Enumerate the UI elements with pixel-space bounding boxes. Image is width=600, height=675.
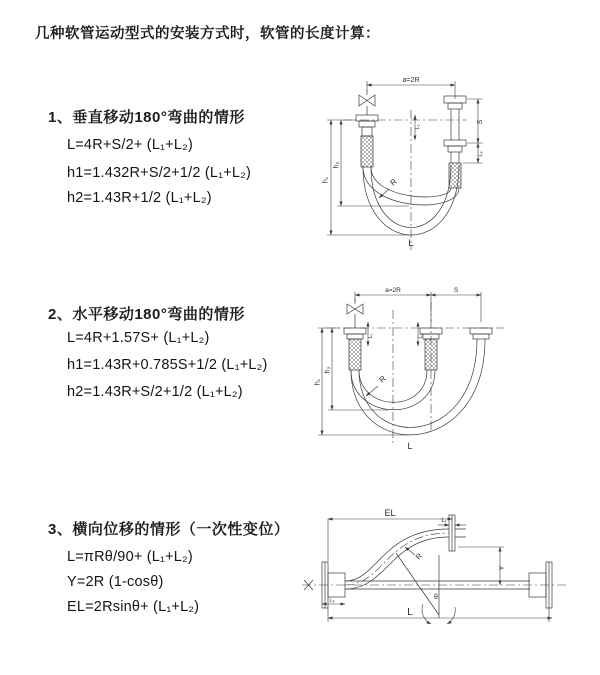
dimension-lines [327, 81, 483, 235]
radius-leader [379, 189, 389, 198]
dim-label-r: R [377, 373, 388, 385]
valve-icon [359, 90, 375, 115]
dim-label-span: a=2R [402, 77, 420, 84]
angle-arc-left [422, 604, 431, 624]
angle-reference-diagonal [396, 553, 439, 615]
dim-label-l2: L₂ [329, 598, 335, 604]
dim-label-s: S [453, 287, 459, 294]
dim-label-length: L [408, 238, 414, 249]
dimension-lines [322, 519, 552, 624]
section-1-formula-h1: h1=1.432R+S/2+1/2 (L₁+L₂) [67, 165, 252, 181]
section-1-formula-L: L=4R+S/2+ (L₁+L₂) [67, 137, 193, 153]
section-3-formula-EL: EL=2Rsinθ+ (L₁+L₂) [67, 599, 200, 615]
section-2-formula-L: L=4R+1.57S+ (L₁+L₂) [67, 330, 210, 346]
dim-label-l2: L₂ [418, 333, 424, 339]
section-2-formula-h2: h2=1.43R+S/2+1/2 (L₁+L₂) [67, 384, 243, 400]
diagram-vertical-180-bend [315, 70, 590, 260]
section-2-heading: 2、水平移动180°弯曲的情形 [48, 306, 245, 323]
section-1-formula-h2: h2=1.43R+1/2 (L₁+L₂) [67, 190, 212, 206]
page-title: 几种软管运动型式的安装方式时，软管的长度计算： [35, 26, 380, 42]
dim-label-length: L [407, 607, 413, 618]
dim-label-h1: h₁ [314, 378, 322, 386]
hose-assembly-drawing [343, 90, 467, 250]
dim-label-length: L [407, 441, 413, 451]
diagram-horizontal-180-bend [308, 282, 593, 457]
angle-arc-right [447, 607, 455, 624]
dim-label-r: R [413, 551, 425, 562]
dim-label-l1: L₁ [441, 518, 447, 524]
section-3-formula-Y: Y=2R (1-cosθ) [67, 574, 164, 590]
dim-label-y: Y [499, 565, 506, 571]
dim-label-h2: h₂ [333, 161, 341, 169]
dim-label-l2: L₂ [478, 151, 484, 157]
hose-assembly-drawing [302, 515, 566, 618]
radius-leader [366, 386, 378, 396]
section-1-heading: 1、垂直移动180°弯曲的情形 [48, 109, 245, 126]
hose-assembly-drawing [326, 298, 504, 444]
upper-flange-fitting [449, 515, 466, 551]
dim-label-theta: θ [434, 594, 438, 601]
dim-label-l1: L₁ [368, 333, 374, 339]
section-3-heading: 3、横向位移的情形（一次性变位） [48, 521, 290, 538]
hose-curves [351, 339, 485, 435]
dim-label-h1: h₁ [322, 176, 330, 184]
dim-label-s: S [477, 119, 484, 125]
dimension-lines [318, 292, 481, 435]
dim-label-l1: L₁ [415, 124, 421, 130]
dim-label-r: R [388, 176, 399, 188]
left-end-fitting [356, 115, 378, 167]
radius-leader [405, 547, 415, 555]
dim-label-el: EL [384, 508, 396, 518]
dim-label-span: a=2R [385, 287, 401, 294]
left-end-fitting [344, 328, 366, 370]
diagram-lateral-displacement [298, 503, 593, 643]
section-3-formula-L: L=πRθ/90+ (L₁+L₂) [67, 549, 193, 565]
displaced-hose-position [345, 529, 449, 589]
right-end-fitting [444, 96, 466, 188]
dim-label-h2: h₂ [324, 366, 332, 374]
shifted-end-fitting [470, 328, 492, 339]
section-2-formula-h1: h1=1.43R+0.785S+1/2 (L₁+L₂) [67, 357, 268, 373]
valve-icon [347, 298, 363, 328]
